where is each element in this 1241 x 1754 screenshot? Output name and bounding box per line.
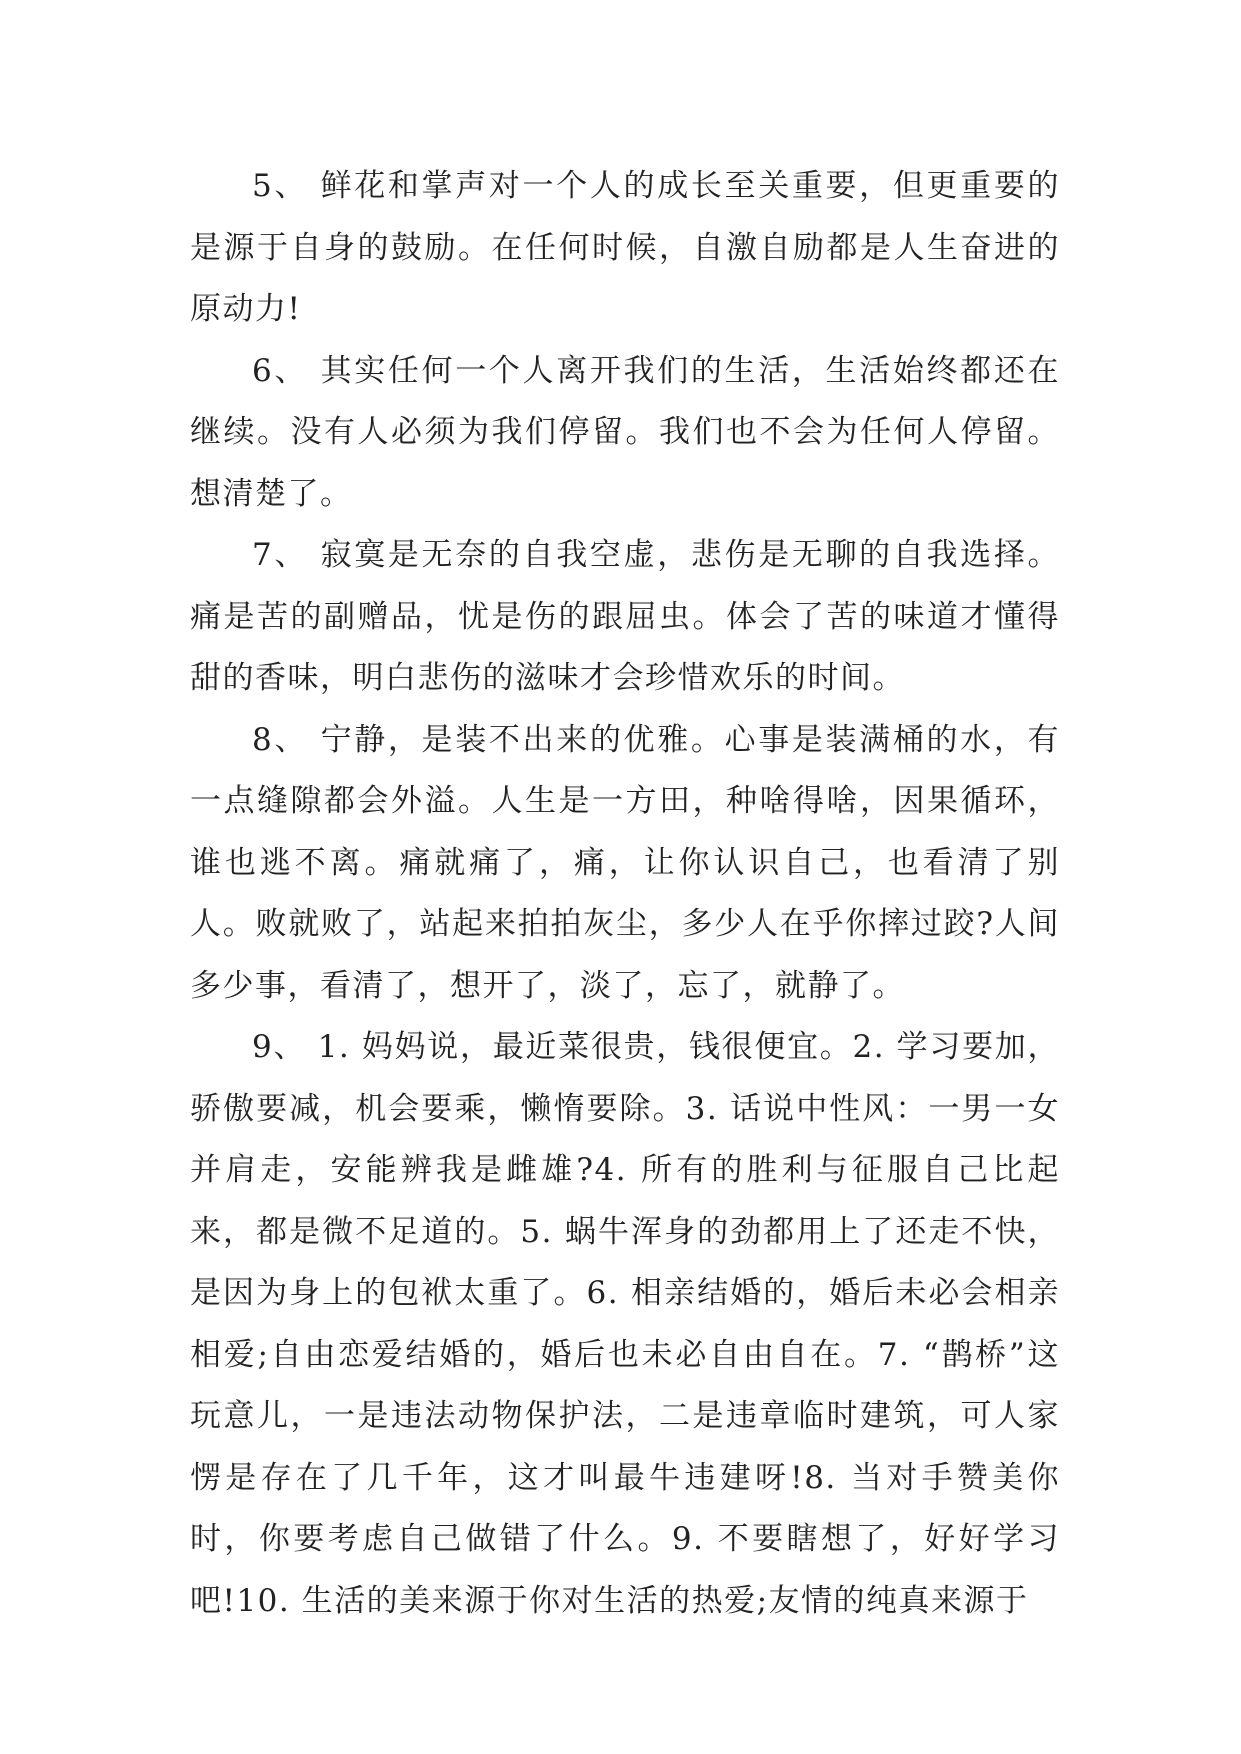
document-body <box>190 156 1060 1632</box>
paragraph-6: 6、 其实任何一个人离开我们的生活，生活始终都还在继续。没有人必须为我们停留。我们也不会为任何人停留。想清楚了。 <box>190 352 1060 512</box>
paragraph-8: 8、 宁静，是装不出来的优雅。心事是装满桶的水，有一点缝隙都会外溢。人生是一方田，种啥得啥，因果循环，谁也逃不离。痛就痛了，痛，让你认识自己，也看清了别人。败就败了，站起来拍拍灰尘，多少人在乎你摔过跤?人间多少事，看清了，想开了，淡了，忘了，就静了。 <box>190 721 1060 1004</box>
paragraph-9: 9、 1. 妈妈说，最近菜很贵，钱很便宜。2. 学习要加，骄傲要减，机会要乘，懒惰要除。3. 话说中性风：一男一女并肩走，安能辨我是雌雄?4. 所有的胜利与征服自己比起来，都是微不足道的。5. 蜗牛浑身的劲都用上了还走不快，是因为身上的包袱太重了。6. 相亲结婚的，婚后未必会相亲相爱;自由恋爱结婚的，婚后也未必自由自在。7. “鹊桥”这玩意儿，一是违法动物保护法，二是违章临时建筑，可人家愣是存在了几千年，这才叫最牛违建呀!8. 当对手赞美你时，你要考虑自己做错了什么。9. 不要瞎想了，好好学习吧!10. 生活的美来源于你对生活的热爱;友情的纯真来源于 <box>190 1029 1060 1619</box>
paragraph-5: 5、 鲜花和掌声对一个人的成长至关重要，但更重要的是源于自身的鼓励。在任何时候，自激自励都是人生奋进的原动力! <box>190 168 1060 327</box>
paragraph-7: 7、 寂寞是无奈的自我空虚，悲伤是无聊的自我选择。痛是苦的副赠品，忧是伤的跟屈虫。体会了苦的味道才懂得甜的香味，明白悲伤的滋味才会珍惜欢乐的时间。 <box>190 537 1060 696</box>
